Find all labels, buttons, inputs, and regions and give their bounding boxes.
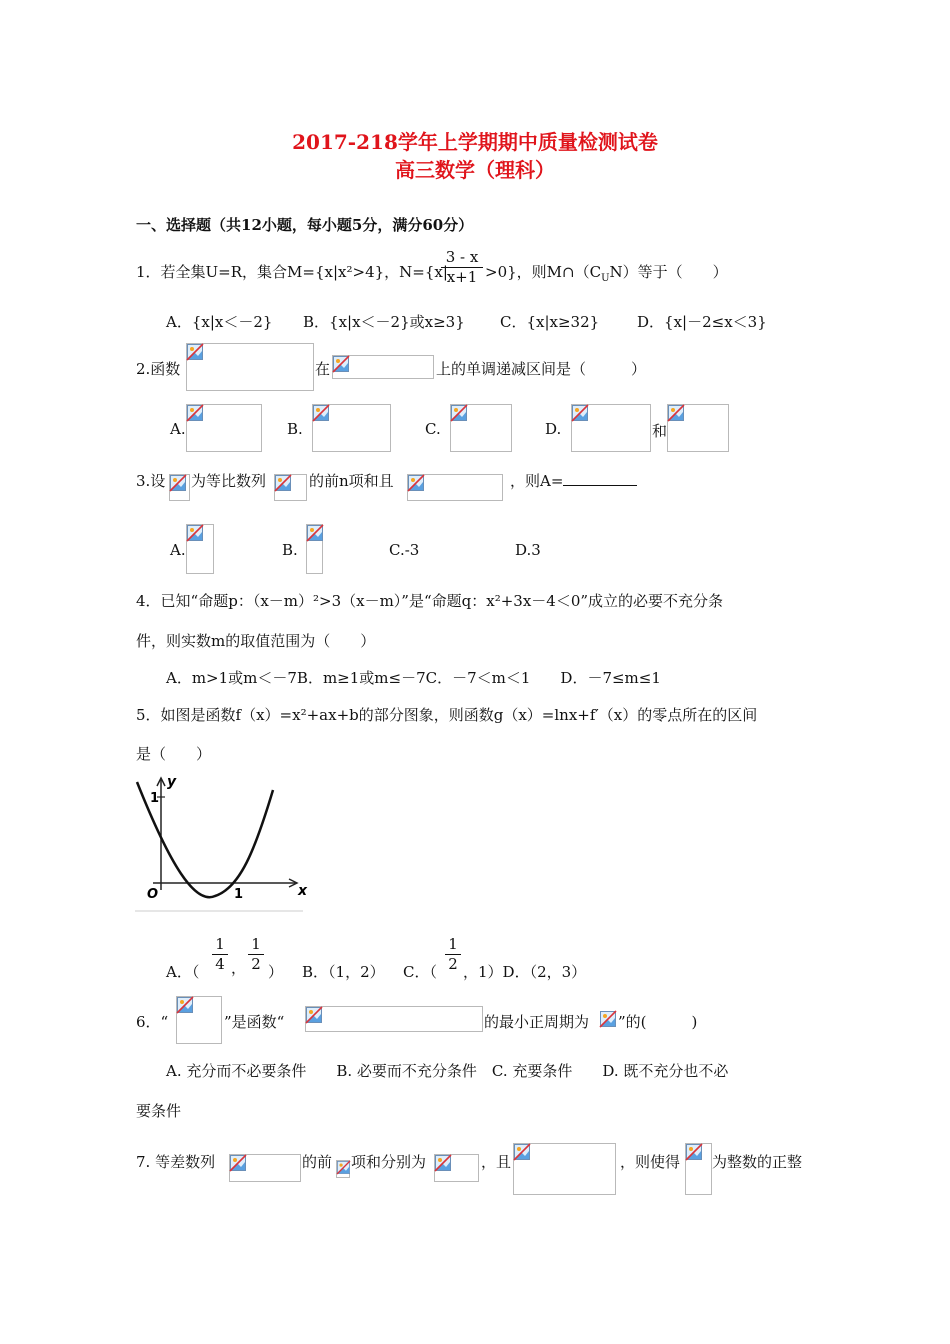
broken-image-icon [275, 475, 291, 491]
title-line2: 高三数学（理科） [395, 158, 555, 182]
q3-option-c: C.-3 [389, 541, 420, 559]
q7-image-2 [336, 1160, 350, 1178]
q1-text-post-b: N）等于（ ） [609, 263, 728, 281]
q4-options: A．m>1或m＜－7B．m≥1或m≤－7C．－7＜m＜1 D．－7≤m≤1 [166, 669, 661, 687]
broken-image-icon [307, 525, 323, 541]
q3-answer-blank [563, 471, 637, 486]
q5-option-c-post: ，1）D．（2，3） [463, 963, 587, 981]
q7-text-4: ，则使得 [620, 1153, 681, 1171]
title-line1: 2017-218学年上学期期中质量检测试卷 [292, 130, 658, 154]
broken-image-icon [408, 475, 424, 491]
graph-y-label: y [167, 774, 177, 790]
q5-line1: 5．如图是函数f（x）=x²+ax+b的部分图象，则函数g（x）=lnx+f′（x）的零点所在的区间 [136, 706, 758, 724]
q2-option-a-image [186, 404, 262, 452]
q2-text-post: 上的单调递减区间是（ ） [436, 360, 647, 378]
broken-image-icon [170, 475, 186, 491]
q7-image-4 [513, 1143, 616, 1195]
q3-option-a-label: A. [170, 541, 186, 559]
q6-text-post: 的最小正周期为 [484, 1013, 590, 1031]
q7-image-1 [229, 1154, 301, 1182]
q1-text-pre: 1．若全集U=R，集合M={x|x²>4}，N={x| [136, 263, 448, 281]
section-heading: 一、选择题（共12小题，每小题5分，满分60分） [136, 216, 474, 234]
broken-image-icon [600, 1011, 616, 1027]
q6-image-1 [176, 996, 222, 1044]
q3-answer-label: ，则A= [510, 472, 564, 490]
q5-option-c-frac [445, 935, 461, 974]
q3-text-2: 的前n项和且 [309, 472, 394, 490]
q4-line1: 4．已知“命题p：（x－m）²>3（x－m）”是“命题q：x²+3x－4＜0”成立的必要不充分条 [136, 592, 724, 610]
q5-option-a-pre: A．（ [166, 963, 200, 981]
broken-image-icon [230, 1155, 246, 1171]
q1-text-post [485, 261, 728, 284]
q1-text-post-a: >0}，则M∩（ [485, 263, 590, 281]
graph-origin-label: O [147, 887, 159, 902]
q1-option-d: D．{x|－2≤x＜3} [637, 313, 767, 331]
q1-complement: C [589, 263, 602, 281]
q5-option-a-comma: ， [231, 959, 247, 977]
q5-option-c-frac-den: 2 [445, 954, 461, 974]
q3-text-pre: 3.设 [136, 472, 166, 490]
q4-line2: 件，则实数m的取值范围为（ ） [136, 632, 376, 650]
graph-y-tick-label: 1 [150, 791, 160, 806]
q5-option-b: B．（1，2） [302, 963, 385, 981]
q3-option-a-image [186, 524, 214, 574]
q3-option-b-label: B. [282, 541, 298, 559]
broken-image-icon [668, 405, 684, 421]
q5-option-a-frac1 [212, 935, 228, 974]
q2-interval-image [332, 355, 434, 379]
q3-image-1 [169, 474, 190, 501]
q2-text-pre: 2.函数 [136, 360, 181, 378]
broken-image-icon [435, 1155, 451, 1171]
q2-option-b-label: B. [287, 420, 303, 438]
q1-option-a: A．{x|x＜－2} [166, 313, 273, 331]
q6-text-mid: ”是函数“ [224, 1013, 285, 1031]
q7-text-2: 项和分别为 [351, 1153, 427, 1171]
q5-option-a-frac2-den: 2 [248, 954, 264, 974]
broken-image-icon [451, 405, 467, 421]
q6-image-3 [600, 1011, 617, 1028]
q7-text-1: 的前 [302, 1153, 333, 1171]
q6-image-2 [305, 1006, 483, 1032]
q5-option-a-frac2 [248, 935, 264, 974]
q2-option-c-image [450, 404, 512, 452]
q2-option-b-image [312, 404, 391, 452]
broken-image-icon [313, 405, 329, 421]
q2-option-a-label: A. [170, 420, 186, 438]
graph-x-tick-label: 1 [234, 887, 244, 902]
q6-text-pre: 6．“ [136, 1013, 169, 1031]
q7-image-3 [434, 1154, 479, 1182]
q3-text-3 [510, 470, 637, 491]
q5-line2: 是（ ） [136, 745, 212, 763]
q2-function-image [186, 343, 314, 391]
q1-option-c: C．{x|x≥32} [500, 313, 600, 331]
q2-text-mid: 在 [315, 360, 331, 378]
q5-option-c-frac-num: 1 [448, 935, 458, 953]
q1-option-b: B．{x|x＜－2}或x≥3} [303, 313, 465, 331]
q5-option-a-frac2-num: 1 [251, 935, 261, 953]
q3-image-3 [407, 474, 503, 501]
broken-image-icon [514, 1144, 530, 1160]
q5-option-a-frac1-den: 4 [212, 954, 228, 974]
q6-line2: 要条件 [136, 1102, 182, 1120]
q1-complement-sub: U [601, 273, 610, 284]
q5-function-graph [135, 770, 308, 912]
q1-fraction-num: 3 - x [445, 248, 479, 266]
broken-image-icon [187, 525, 203, 541]
broken-image-icon [337, 1161, 350, 1174]
q6-text-end: ”的( ) [618, 1013, 698, 1031]
q3-image-2 [274, 474, 307, 501]
broken-image-icon [686, 1144, 702, 1160]
q2-option-d-image-2 [667, 404, 729, 452]
broken-image-icon [187, 344, 203, 360]
q7-text-pre: 7. 等差数列 [136, 1153, 216, 1171]
broken-image-icon [187, 405, 203, 421]
q5-option-a-frac1-num: 1 [215, 935, 225, 953]
q7-text-3: ，且 [481, 1153, 512, 1171]
q7-image-5 [685, 1143, 712, 1195]
broken-image-icon [306, 1007, 322, 1023]
q6-options: A. 充分而不必要条件 B. 必要而不充分条件 C. 充要条件 D. 既不充分也不必 [166, 1062, 729, 1080]
q7-text-5: 为整数的正整 [712, 1153, 803, 1171]
q3-option-d: D.3 [515, 541, 541, 559]
q3-option-b-image [306, 524, 323, 574]
q2-option-c-label: C. [425, 420, 441, 438]
q2-option-d-label: D. [545, 420, 562, 438]
graph-x-label: x [298, 883, 308, 899]
broken-image-icon [572, 405, 588, 421]
broken-image-icon [333, 356, 349, 372]
broken-image-icon [177, 997, 193, 1013]
graph-background [135, 770, 303, 912]
q1-fraction-den: x+1 [441, 267, 483, 287]
q5-option-c-pre: C．（ [403, 963, 437, 981]
q2-option-d-image [571, 404, 651, 452]
q2-and-text: 和 [652, 422, 668, 440]
q5-option-a-post: ） [268, 963, 284, 981]
q1-fraction [441, 248, 483, 287]
q3-text-1: 为等比数列 [191, 472, 267, 490]
